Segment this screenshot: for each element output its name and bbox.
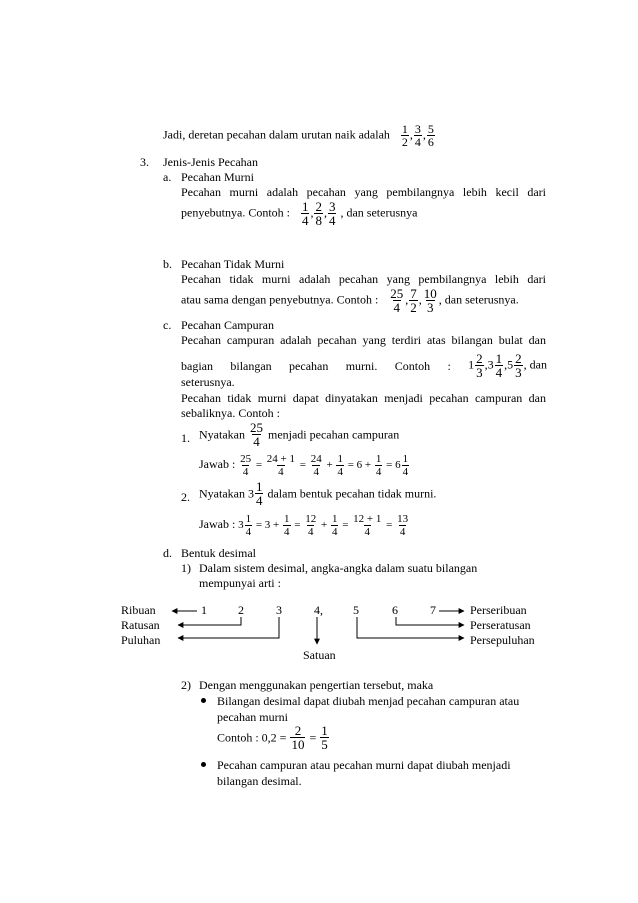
example-line: penyebutnya. Contoh : $\frac{1}{4}$ , $\frac{2}{8}$ , $\frac{3}{4}$ , dan seterusnya: [181, 199, 418, 228]
digit: 2: [238, 603, 244, 617]
place-label-perseribuan: Perseribuan: [470, 603, 527, 617]
denominator: 4: [307, 526, 314, 538]
numerator: 2: [315, 199, 322, 214]
item-letter: d.: [163, 546, 172, 560]
list-number: 1): [181, 561, 191, 575]
numerator: 10: [423, 286, 437, 301]
bullet-text: bilangan desimal.: [217, 774, 302, 788]
item-title: Pecahan Murni: [181, 170, 254, 184]
numerator: 2: [476, 351, 483, 366]
answer-line: Jawab : 3 $\frac{1}{4}$ = 3 + $\frac{1}{4}$ = $\frac{12}{4}$ + $\frac{1}{4}$ = $\frac{12 + 1}{4}$ = $\frac{13}{4}$: [199, 513, 409, 538]
numerator: 24 + 1: [266, 453, 296, 465]
numerator: 1: [284, 513, 290, 525]
question-tail: dalam bentuk pecahan tidak murni.: [267, 486, 437, 501]
answer-line: Jawab : $\frac{25}{4}$ = $\frac{24 + 1}{4}$ = $\frac{24}{4}$ + $\frac{1}{4}$ = 6 + $\frac{1}{4}$ = 6 $\frac{1}{4}$: [199, 453, 409, 478]
satuan-label: Satuan: [303, 648, 336, 662]
expression-part: 6 +: [356, 459, 372, 472]
denominator: 4: [328, 213, 336, 228]
numerator: 7: [410, 286, 417, 301]
expression-part: 3 +: [264, 519, 280, 532]
denominator: 8: [315, 213, 322, 228]
denominator: 3: [515, 365, 522, 380]
whole-number: 3: [247, 486, 254, 501]
denominator: 4: [375, 466, 382, 478]
list-number: 2): [181, 678, 191, 692]
intro-text: Jadi, deretan pecahan dalam urutan naik adalah: [163, 127, 390, 142]
example-lead: penyebutnya. Contoh :: [181, 205, 290, 220]
question-lead: Nyatakan: [199, 427, 245, 442]
arrow-ratusan: [178, 617, 241, 625]
example-lead: atau sama dengan penyebutnya. Contoh :: [181, 292, 379, 307]
numerator: 2: [294, 723, 302, 738]
item-title: Bentuk desimal: [181, 546, 256, 560]
digit: 3: [276, 603, 282, 617]
mixed-fractions: 1 $\frac{2}{3}$ ,3 $\frac{1}{4}$ ,5 $\frac{2}{3}$ , dan: [468, 351, 547, 380]
denominator: 4: [414, 135, 421, 149]
question-number: 2.: [181, 490, 190, 504]
denominator: 4: [313, 466, 319, 478]
list-text: mempunyai arti :: [199, 576, 281, 590]
digit: 1: [201, 603, 207, 617]
numerator: 1: [401, 122, 408, 136]
numerator: 25: [249, 420, 263, 435]
place-label-persepuluhan: Persepuluhan: [470, 633, 535, 647]
digit: 5: [353, 603, 359, 617]
bullet-text: pecahan murni: [217, 710, 288, 724]
bullet-icon: [201, 698, 206, 703]
numerator: 12 + 1: [353, 513, 382, 525]
denominator: 4: [364, 526, 371, 538]
word: :: [447, 358, 451, 373]
whole-number: 5: [507, 357, 514, 372]
bullet-text: Bilangan desimal dapat diubah menjad pecahan campuran atau: [217, 694, 520, 708]
denominator: 4: [253, 434, 260, 449]
definition-text: Pecahan murni adalah pecahan yang pembilangnya lebih kecil dari: [181, 185, 546, 199]
numerator: 25: [390, 286, 404, 301]
digit: 4,: [314, 603, 323, 617]
denominator: 4: [393, 300, 401, 315]
whole-number: 3: [487, 357, 494, 372]
numerator: 13: [397, 513, 409, 525]
arrow-perseratusan: [396, 617, 464, 625]
denominator: 4: [399, 526, 406, 538]
numerator: 3: [414, 122, 421, 136]
example-line: Contoh : 0,2 = $\frac{2}{10}$ = $\frac{1}{5}$: [217, 723, 328, 752]
denominator: 4: [301, 213, 309, 228]
list-text: Dalam sistem desimal, angka-angka dalam suatu bilangan: [199, 561, 478, 575]
question-number: 1.: [181, 431, 190, 445]
conversion-text: sebaliknya. Contoh :: [181, 406, 280, 420]
place-label-ribuan: Ribuan: [121, 603, 156, 617]
arrow-persepuluhan: [357, 617, 464, 638]
whole-number: 3: [238, 519, 244, 532]
numerator: 25: [240, 453, 252, 465]
digit: 6: [392, 603, 398, 617]
item-title: Pecahan Campuran: [181, 318, 274, 332]
word: bagian: [181, 358, 213, 373]
word: murni.: [345, 358, 378, 373]
section-number: 3.: [140, 155, 149, 169]
denominator: 4: [242, 466, 249, 478]
question-lead: Nyatakan: [199, 486, 245, 501]
definition-text: Pecahan campuran adalah pecahan yang terdiri atas bilangan bulat dan: [181, 333, 546, 347]
item-letter: a.: [163, 170, 172, 184]
item-title: Pecahan Tidak Murni: [181, 257, 285, 271]
denominator: 4: [331, 526, 338, 538]
denominator: 10: [291, 737, 305, 752]
example-line: atau sama dengan penyebutnya. Contoh : $\frac{25}{4}$ , $\frac{7}{2}$ , $\frac{10}{3}$ , dan seterusnya.: [181, 286, 519, 315]
whole-number: 1: [468, 357, 475, 372]
item-letter: b.: [163, 257, 172, 271]
item-letter: c.: [163, 318, 172, 332]
continuation-text: seterusnya.: [181, 375, 235, 389]
place-label-ratusan: Ratusan: [121, 618, 160, 632]
example-tail: , dan: [523, 357, 547, 372]
numerator: 1: [337, 453, 343, 465]
numerator: 1: [321, 723, 328, 738]
numerator: 1: [331, 513, 338, 525]
denominator: 4: [495, 365, 503, 380]
denominator: 4: [284, 526, 290, 538]
numerator: 1: [495, 351, 503, 366]
numerator: 1: [301, 199, 309, 214]
denominator: 4: [278, 466, 284, 478]
denominator: 3: [476, 365, 483, 380]
example-tail: , dan seterusnya: [340, 205, 418, 220]
word: Contoh: [394, 358, 431, 373]
bullet-text: Pecahan campuran atau pecahan murni dapat diubah menjadi: [217, 758, 511, 772]
numerator: 12: [305, 513, 317, 525]
word: bilangan: [230, 358, 272, 373]
bullet-icon: [201, 762, 206, 767]
numerator: 24: [310, 453, 322, 465]
denominator: 3: [427, 300, 434, 315]
numerator: 1: [255, 479, 263, 494]
whole-number: 6: [395, 459, 401, 472]
fraction: [290, 724, 305, 751]
denominator: 4: [245, 526, 252, 538]
arrow-puluhan: [178, 617, 279, 638]
question-tail: menjadi pecahan campuran: [267, 427, 400, 442]
numerator: 5: [427, 122, 434, 136]
place-label-perseratusan: Perseratusan: [470, 618, 531, 632]
denominator: 4: [402, 466, 409, 478]
conversion-text: Pecahan tidak murni dapat dinyatakan menjadi pecahan campuran dan: [181, 391, 546, 405]
numerator: 1: [245, 513, 252, 525]
answer-label: Jawab :: [199, 457, 236, 472]
list-text: Dengan menggunakan pengertian tersebut, maka: [199, 678, 434, 692]
answer-label: Jawab :: [199, 517, 236, 532]
section-title: Jenis-Jenis Pecahan: [163, 155, 258, 169]
definition-text: Pecahan tidak murni adalah pecahan yang pembilangnya lebih dari: [181, 272, 546, 286]
numerator: 1: [402, 453, 409, 465]
example-tail: , dan seterusnya.: [438, 292, 519, 307]
intro-line: Jadi, deretan pecahan dalam urutan naik adalah $\frac{1}{2}$ , $\frac{3}{4}$ , $\frac{5}{6}$: [163, 122, 434, 149]
denominator: 2: [401, 135, 408, 149]
digit: 7: [430, 603, 436, 617]
denominator: 5: [321, 737, 328, 752]
numerator: 3: [328, 199, 336, 214]
denominator: 6: [427, 135, 434, 149]
denominator: 2: [410, 300, 417, 315]
fraction: [320, 724, 329, 751]
denominator: 4: [255, 493, 263, 508]
numerator: 1: [375, 453, 382, 465]
word: pecahan: [289, 358, 329, 373]
place-label-puluhan: Puluhan: [121, 633, 161, 647]
numerator: 2: [515, 351, 522, 366]
example-lead: Contoh : 0,2 =: [217, 730, 287, 745]
denominator: 4: [337, 466, 343, 478]
